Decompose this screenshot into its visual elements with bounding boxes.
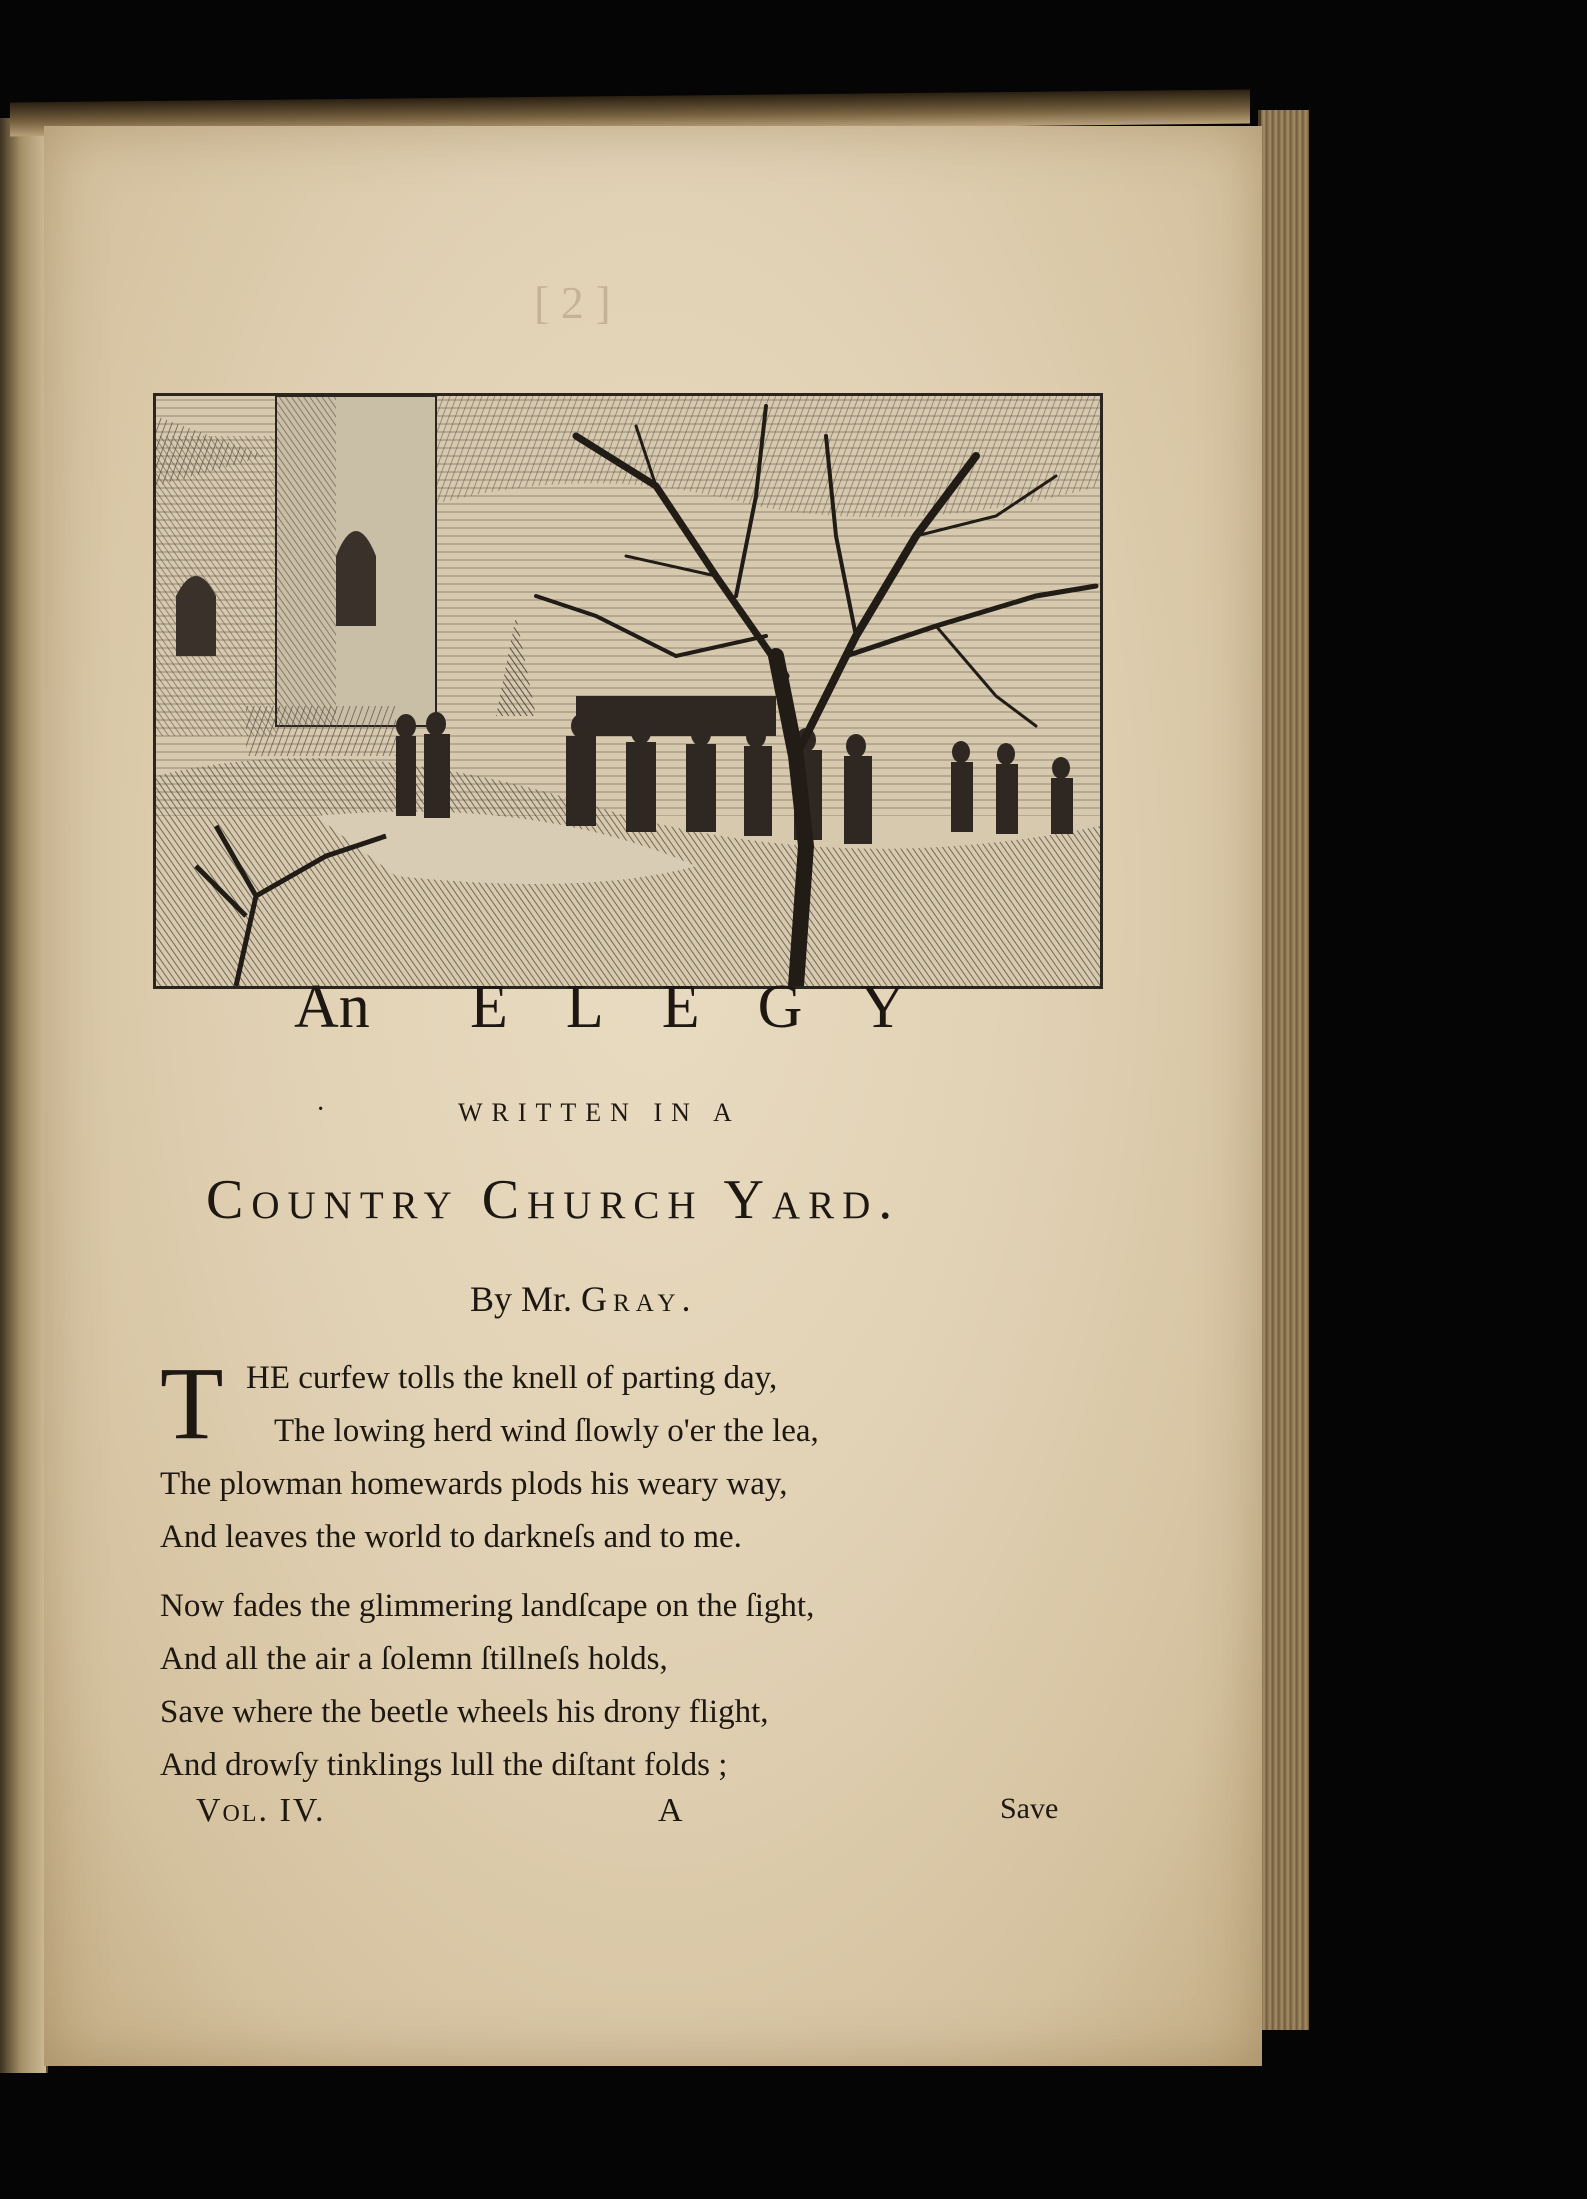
poem-line: And all the air a ſolemn ſtillneſs holds, [160,1641,668,1677]
poem-line: HE curfew tolls the knell of parting day, [246,1360,778,1396]
page-fore-edge [1258,110,1309,2030]
catchword: Save [1000,1792,1059,1825]
volume-number: Vol. IV. [196,1792,326,1829]
left-page-edge [0,118,48,2073]
engraving-illustration [153,393,1103,989]
poem-line: Save where the beetle wheels his drony flight, [160,1694,769,1730]
stray-mark: · [316,1094,326,1125]
byline-prefix: By Mr. [470,1279,573,1319]
poem-line: Now fades the glimmering landſcape on the ſight, [160,1588,815,1624]
poem-line: The lowing herd wind ſlowly o'er the lea, [274,1413,819,1449]
engraving-funeral-procession [156,396,1100,986]
signature-mark: A [658,1792,683,1829]
poem-line: And leaves the world to darkneſs and to me. [160,1519,742,1555]
title-elegy: ELEGY [470,973,964,1041]
subtitle-written-in-a: WRITTEN IN A [458,1098,741,1127]
drop-cap: T [160,1346,224,1461]
byline [470,1278,697,1320]
stanza-2 [160,1580,814,1792]
title-an: An [294,973,370,1041]
stanza-1 [160,1346,819,1564]
poem-line: And drowſy tinklings lull the diſtant folds ; [160,1747,728,1783]
byline-author: Gray. [581,1279,697,1319]
show-through-text: [ 2 ] [534,277,611,328]
poem-line: The plowman homewards plods his weary way, [160,1466,788,1502]
subtitle-country-church-yard: Country Church Yard. [206,1169,901,1231]
